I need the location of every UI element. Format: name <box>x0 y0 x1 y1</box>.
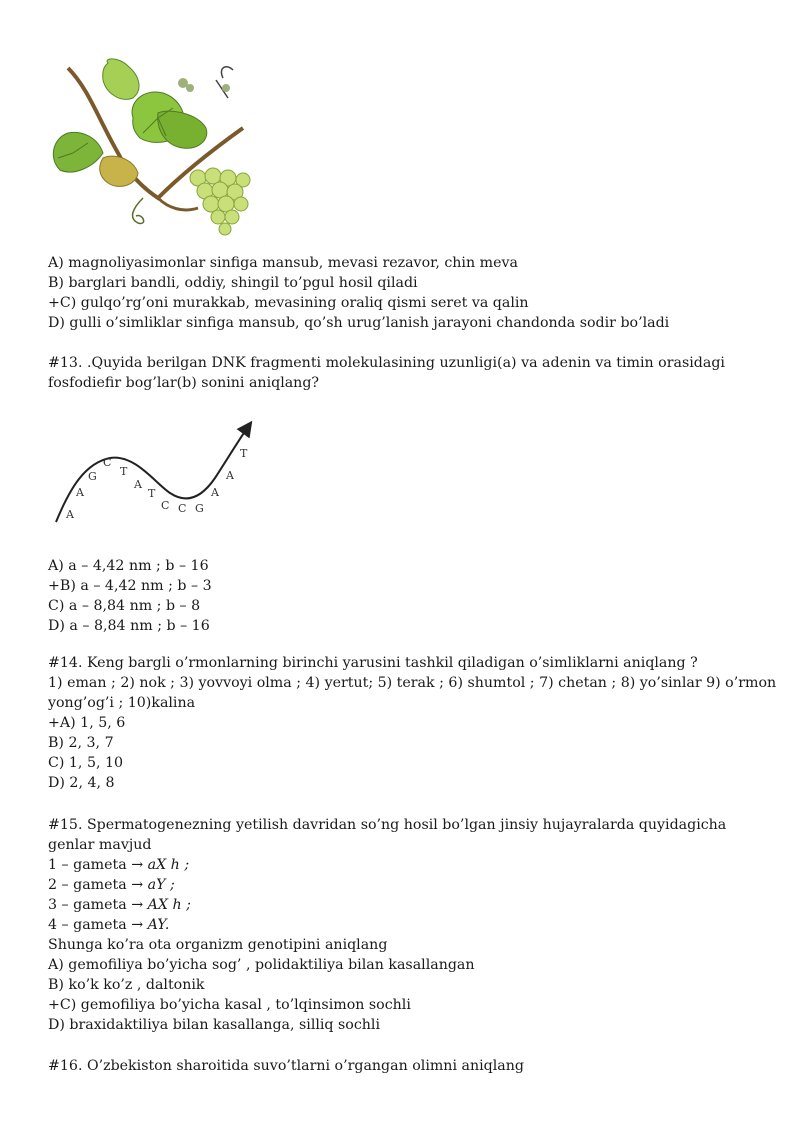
q15-question-line1: #15. Spermatogenezning yetilish davridan so’ng hosil bo’lgan jinsiy hujayralarda quyidagicha <box>48 817 727 833</box>
q13-question-line1: #13. .Quyida berilgan DNK fragmenti molekulasining uzunligi(a) va adenin va timin orasidagi <box>48 355 725 371</box>
dna-letter: A <box>226 469 234 482</box>
q12-options <box>48 253 788 333</box>
q14-option-d: D) 2, 4, 8 <box>48 775 115 791</box>
dna-letter: G <box>195 502 204 515</box>
dna-letter: C <box>178 502 187 515</box>
dna-letter: A <box>76 486 84 499</box>
q13-option-d: D) a – 8,84 nm ; b – 16 <box>48 618 210 634</box>
q15-gamete-4: 4 – gameta → AY. <box>48 917 170 933</box>
dna-letter: G <box>88 470 97 483</box>
grapevine-illustration <box>48 58 258 240</box>
q15-option-a: A) gemofiliya bo’yicha sog’ , polidaktiliya bilan kasallangan <box>48 957 475 973</box>
q15-block <box>48 815 788 1035</box>
dna-letter: T <box>120 465 128 478</box>
q15-question-line2: genlar mavjud <box>48 837 152 853</box>
q12-option-c: +C) gulqo’rg’oni murakkab, mevasining oraliq qismi seret va qalin <box>48 295 529 311</box>
q12-option-a: A) magnoliyasimonlar sinfiga mansub, mevasi rezavor, chin meva <box>48 255 518 271</box>
q13-option-c: C) a – 8,84 nm ; b – 8 <box>48 598 201 614</box>
q14-option-c: C) 1, 5, 10 <box>48 755 124 771</box>
dna-letter: T <box>240 447 248 460</box>
q14-list-line1: 1) eman ; 2) nok ; 3) yovvoyi olma ; 4) yertut; 5) terak ; 6) shumtol ; 7) chetan ; 8) yo’sinlar 9) o’rmon <box>48 675 777 691</box>
q13-option-b: +B) a – 4,42 nm ; b – 3 <box>48 578 212 594</box>
q15-option-c: +C) gemofiliya bo’yicha kasal , to’lqinsimon sochli <box>48 997 411 1013</box>
q14-block <box>48 653 788 793</box>
dna-letter: A <box>211 486 219 499</box>
dna-letter: C <box>161 499 170 512</box>
q12-option-d: D) gulli o’simliklar sinfiga mansub, qo’sh urug’lanish jarayoni chandonda sodir bo’ladi <box>48 315 670 331</box>
q15-gamete-2: 2 – gameta → aY ; <box>48 877 175 893</box>
dna-fragment-diagram <box>50 418 260 530</box>
dna-letter: A <box>134 478 142 491</box>
q13-question-line2: fosfodiefir bog’lar(b) sonini aniqlang? <box>48 375 320 391</box>
q15-gamete-3: 3 – gameta → AX h ; <box>48 897 191 913</box>
q14-question: #14. Keng bargli o’rmonlarning birinchi yarusini tashkil qiladigan o’simliklarni aniqlang ? <box>48 655 698 671</box>
q14-option-b: B) 2, 3, 7 <box>48 735 114 751</box>
q16-question: #16. O’zbekiston sharoitida suvo’tlarni o’rgangan olimni aniqlang <box>48 1058 524 1074</box>
q13-option-a: A) a – 4,42 nm ; b – 16 <box>48 558 209 574</box>
q16-block <box>48 1056 788 1076</box>
q13-question <box>48 353 788 393</box>
dna-letter: C <box>103 456 112 469</box>
q15-prompt: Shunga ko’ra ota organizm genotipini aniqlang <box>48 937 388 953</box>
q14-list-line2: yong’og’i ; 10)kalina <box>48 695 196 711</box>
q12-option-b: B) barglari bandli, oddiy, shingil to’pgul hosil qiladi <box>48 275 418 291</box>
q15-option-b: B) ko’k ko’z , daltonik <box>48 977 205 993</box>
q14-option-a: +A) 1, 5, 6 <box>48 715 126 731</box>
q15-option-d: D) braxidaktiliya bilan kasallanga, silliq sochli <box>48 1017 381 1033</box>
dna-letter: A <box>66 508 74 521</box>
q15-gamete-1: 1 – gameta → aX h ; <box>48 857 190 873</box>
dna-letter: T <box>148 487 156 500</box>
q13-options <box>48 556 788 636</box>
